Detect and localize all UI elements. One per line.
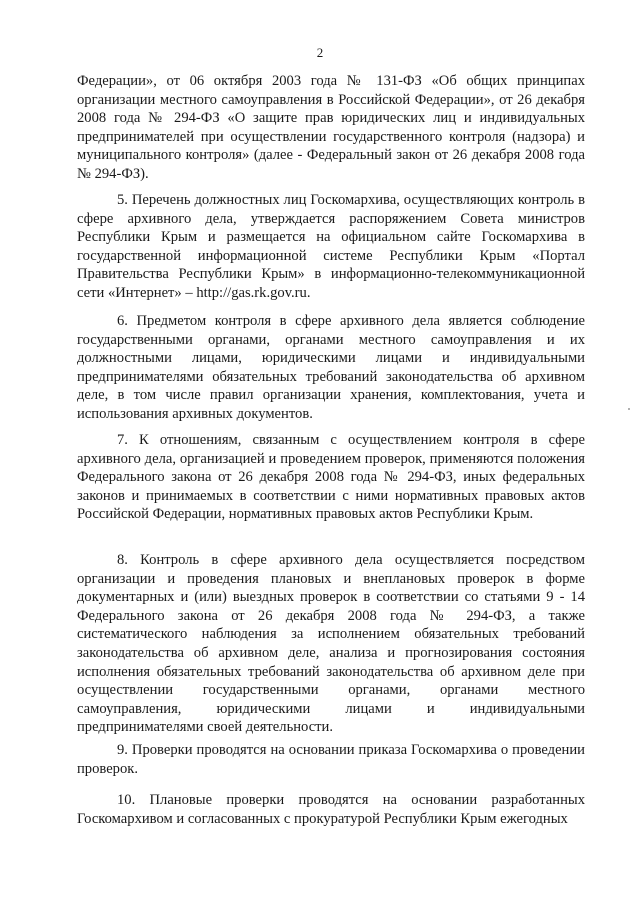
paragraph-10: 10. Плановые проверки проводятся на основании разработанных Госкомархивом и согласованных с прокуратурой Республики Крым ежегодных [77,792,585,827]
scan-speck [628,408,630,410]
paragraph-5: 5. Перечень должностных лиц Госкомархива, осуществляющих контроль в сфере архивного дела, утверждается распоряжением Совета министров Республики Крым и размещается на официальном сайте Госкомархива в государственной информационной системе Республики Крым «Портал Правительства Республики Крым» в информационно-телекоммуникационной сети «Интернет» – http://gas.rk.gov.ru. [77,192,585,301]
paragraph-8: 8. Контроль в сфере архивного дела осуществляется посредством организации и проведения плановых и внеплановых проверок в форме документарных и (или) выездных проверок в соответствии со статьями 9 - 14 Федерального закона от 26 декабря 2008 года № 294-ФЗ, а также систематического наблюдения за исполнением обязательных требований законодательства об архивном деле, анализа и прогнозирования состояния исполнения обязательных требований законодательства об архивном деле при осуществлении государственными органами, органами местного самоуправления, юридическими лицами и индивидуальными предпринимателями своей деятельности. [77,552,585,736]
paragraph-continuation: Федерации», от 06 октября 2003 года № 131-ФЗ «Об общих принципах организации местного самоуправления в Российской Федерации», от 26 декабря 2008 года № 294-ФЗ «О защите прав юридических лиц и индивидуальных предпринимателей при осуществлении государственного контроля (надзора) и муниципального контроля» (далее - Федеральный закон от 26 декабря 2008 года № 294-ФЗ). [77,73,585,182]
page-number: 2 [316,45,324,60]
paragraph-6: 6. Предметом контроля в сфере архивного дела является соблюдение государственными органами, органами местного самоуправления и их должностными лицами, юридическими лицами и индивидуальными предпринимателями обязательных требований законодательства об архивном деле, в том числе правил организации хранения, комплектования, учета и использования архивных документов. [77,313,585,422]
paragraph-7: 7. К отношениям, связанным с осуществлением контроля в сфере архивного дела, организацией и проведением проверок, применяются положения Федерального закона от 26 декабря 2008 года № 294-ФЗ, иных федеральных законов и принимаемых в соответствии с ними нормативных правовых актов Российской Федерации, нормативных правовых актов Республики Крым. [77,432,585,523]
paragraph-9: 9. Проверки проводятся на основании приказа Госкомархива о проведении проверок. [77,742,585,777]
